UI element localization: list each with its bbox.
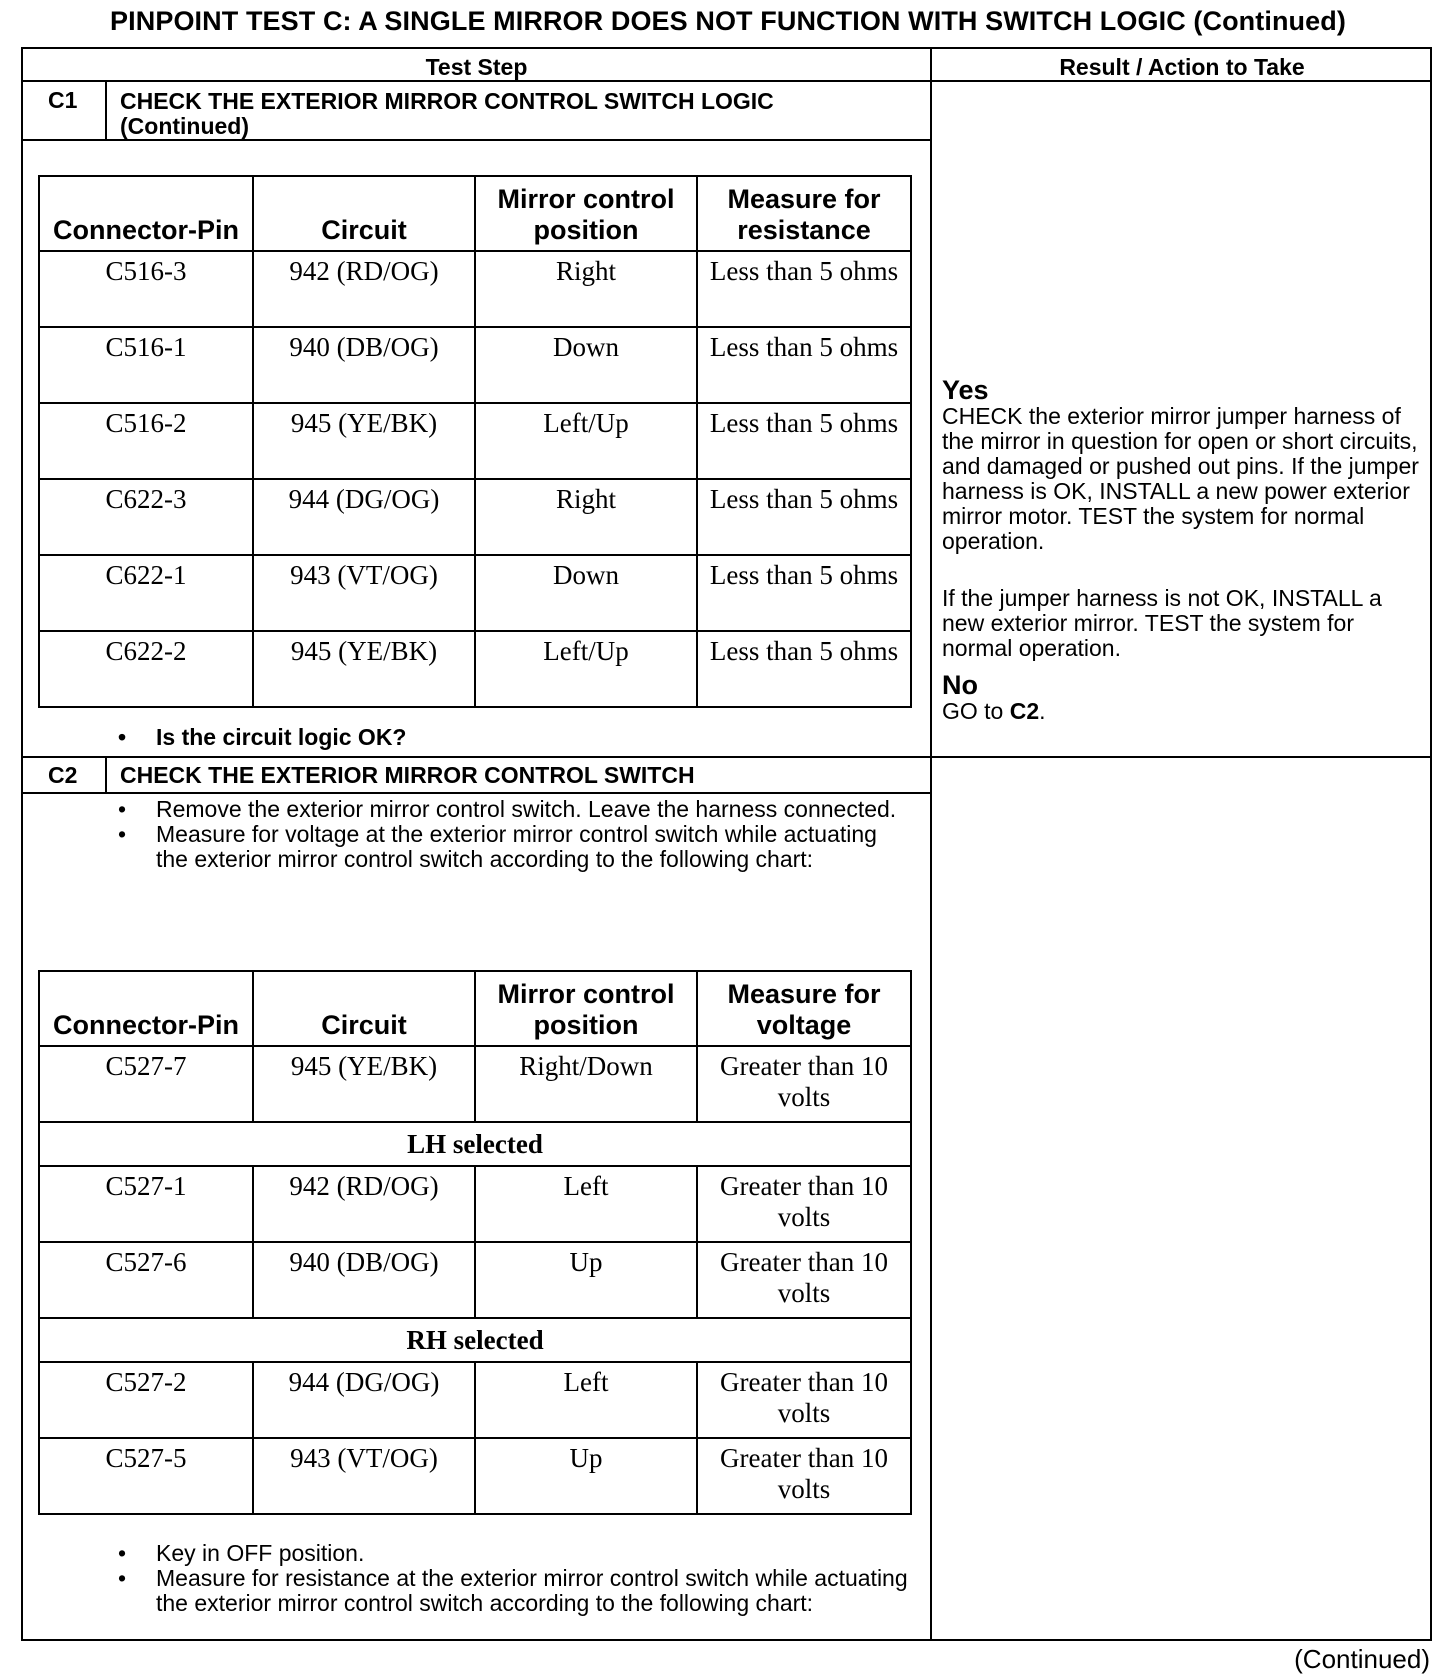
cell-connector-pin: C622-1 [39, 555, 253, 631]
table-row [39, 1362, 911, 1438]
step-c1-title-divider [23, 139, 930, 141]
table-row [39, 1166, 911, 1242]
table-row [39, 327, 911, 403]
cell-connector-pin: C527-6 [39, 1242, 253, 1318]
header-divider [23, 80, 1430, 82]
cell-measure: Less than 5 ohms [697, 555, 911, 631]
cell-measure: Greater than 10 volts [697, 1166, 911, 1242]
yes-label: Yes [942, 375, 989, 405]
table-row [39, 403, 911, 479]
cell-measure: Less than 5 ohms [697, 631, 911, 707]
cell-position: Down [475, 327, 697, 403]
cell-position: Left [475, 1166, 697, 1242]
table-row [39, 1242, 911, 1318]
c2-bullet: • Measure for voltage at the exterior mirror control switch while actuating the exterior mirror control switch according to the following chart: [118, 822, 898, 872]
cell-position: Left/Up [475, 631, 697, 707]
yes-action-2: If the jumper harness is not OK, INSTALL a new exterior mirror. TEST the system for normal operation. [942, 585, 1382, 661]
cell-circuit: 945 (YE/BK) [253, 1046, 475, 1122]
step-c2-top-divider [23, 756, 1430, 758]
cell-circuit: 940 (DB/OG) [253, 327, 475, 403]
table-row [39, 1046, 911, 1122]
cell-measure: Less than 5 ohms [697, 327, 911, 403]
col-connector-pin: Connector-Pin [39, 971, 253, 1046]
header-result-action: Result / Action to Take [1059, 54, 1305, 80]
col-mirror-position: Mirror control position [475, 176, 697, 251]
c2-bullet: • Remove the exterior mirror control switch. Leave the harness connected. [118, 797, 898, 822]
cell-position: Up [475, 1242, 697, 1318]
cell-position: Up [475, 1438, 697, 1514]
col-mirror-position: Mirror control position [475, 971, 697, 1046]
column-divider [930, 49, 932, 1639]
step-c2-title-divider [23, 792, 930, 794]
cell-connector-pin: C622-2 [39, 631, 253, 707]
cell-measure: Less than 5 ohms [697, 479, 911, 555]
resistance-logic-table [38, 175, 912, 708]
pinpoint-test-table [21, 47, 1432, 1641]
cell-position: Left [475, 1362, 697, 1438]
table-row [39, 1438, 911, 1514]
voltage-table [38, 970, 912, 1515]
cell-connector-pin: C516-1 [39, 327, 253, 403]
cell-measure: Greater than 10 volts [697, 1242, 911, 1318]
continued-footer: (Continued) [1294, 1644, 1430, 1674]
cell-measure: Greater than 10 volts [697, 1438, 911, 1514]
step-c2-id-divider [105, 756, 107, 792]
yes-action-1: CHECK the exterior mirror jumper harness of the mirror in question for open or short circuits, and damaged or pushed out pins. If the jumper harness is OK, INSTALL a new power exterior mirror motor. TEST the system for normal operation. [942, 403, 1419, 554]
table-subheader-row [39, 1122, 911, 1166]
cell-position: Right/Down [475, 1046, 697, 1122]
cell-position: Right [475, 251, 697, 327]
cell-circuit: 944 (DG/OG) [253, 1362, 475, 1438]
c1-question-list [118, 725, 898, 750]
c2-bullets-2 [118, 1541, 908, 1616]
table-row [39, 555, 911, 631]
c1-result [942, 376, 1427, 724]
table-row [39, 631, 911, 707]
header-test-step: Test Step [425, 54, 528, 80]
c2-bullet: • Key in OFF position. [118, 1541, 908, 1566]
c1-question: • Is the circuit logic OK? [118, 725, 898, 750]
cell-measure: Less than 5 ohms [697, 403, 911, 479]
cell-connector-pin: C516-3 [39, 251, 253, 327]
cell-measure: Less than 5 ohms [697, 251, 911, 327]
step-c2-title: CHECK THE EXTERIOR MIRROR CONTROL SWITCH [120, 762, 695, 788]
cell-circuit: 942 (RD/OG) [253, 1166, 475, 1242]
col-measure: Measure for voltage [697, 971, 911, 1046]
c2-bullets-1 [118, 797, 898, 872]
table-row [39, 251, 911, 327]
cell-circuit: 943 (VT/OG) [253, 1438, 475, 1514]
col-measure: Measure for resistance [697, 176, 911, 251]
col-connector-pin: Connector-Pin [39, 176, 253, 251]
no-action: GO to C2. [942, 698, 1046, 724]
cell-measure: Greater than 10 volts [697, 1362, 911, 1438]
cell-position: Right [475, 479, 697, 555]
c2-bullet: • Measure for resistance at the exterior mirror control switch while actuating the exterior mirror control switch according to the following chart: [118, 1566, 908, 1616]
cell-connector-pin: C527-5 [39, 1438, 253, 1514]
cell-connector-pin: C516-2 [39, 403, 253, 479]
cell-circuit: 945 (YE/BK) [253, 403, 475, 479]
cell-circuit: 944 (DG/OG) [253, 479, 475, 555]
step-c1-title: CHECK THE EXTERIOR MIRROR CONTROL SWITCH LOGIC (Continued) [120, 88, 774, 139]
page-title: PINPOINT TEST C: A SINGLE MIRROR DOES NOT FUNCTION WITH SWITCH LOGIC (Continued) [110, 6, 1346, 36]
table-row [39, 479, 911, 555]
cell-connector-pin: C622-3 [39, 479, 253, 555]
step-c2-id: C2 [48, 762, 78, 788]
cell-circuit: 945 (YE/BK) [253, 631, 475, 707]
cell-circuit: 942 (RD/OG) [253, 251, 475, 327]
rh-selected-label: RH selected [39, 1318, 911, 1362]
step-c1-id: C1 [48, 87, 78, 113]
cell-circuit: 940 (DB/OG) [253, 1242, 475, 1318]
cell-circuit: 943 (VT/OG) [253, 555, 475, 631]
cell-measure: Greater than 10 volts [697, 1046, 911, 1122]
cell-connector-pin: C527-2 [39, 1362, 253, 1438]
go-to-step-link[interactable]: C2 [1009, 698, 1040, 724]
cell-position: Left/Up [475, 403, 697, 479]
col-circuit: Circuit [253, 971, 475, 1046]
table-subheader-row [39, 1318, 911, 1362]
lh-selected-label: LH selected [39, 1122, 911, 1166]
cell-connector-pin: C527-7 [39, 1046, 253, 1122]
cell-position: Down [475, 555, 697, 631]
col-circuit: Circuit [253, 176, 475, 251]
cell-connector-pin: C527-1 [39, 1166, 253, 1242]
step-c1-id-divider [105, 82, 107, 139]
no-label: No [942, 670, 978, 700]
